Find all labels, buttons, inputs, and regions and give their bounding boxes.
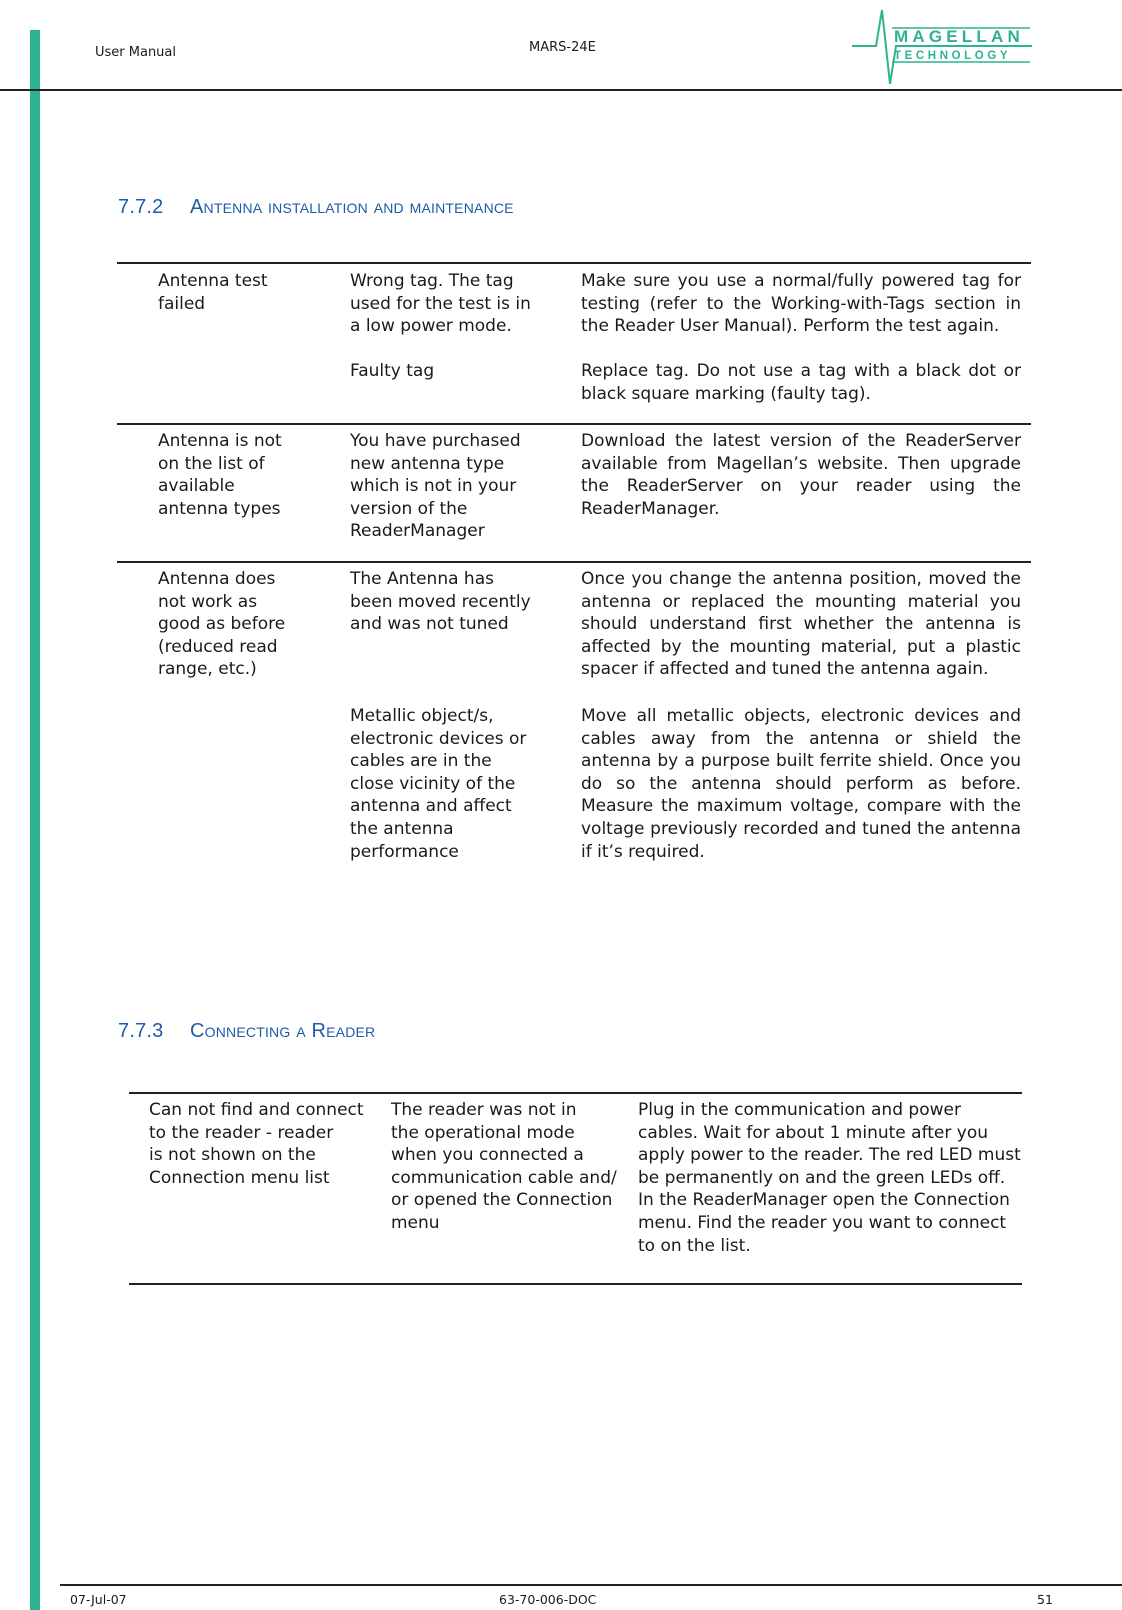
left-accent-bar	[30, 30, 40, 1610]
magellan-logo	[852, 0, 1032, 88]
section-heading-connecting	[118, 1020, 375, 1043]
table-rule	[129, 1092, 1022, 1094]
footer-page-number: 51	[1037, 1592, 1053, 1607]
section-number: 7.7.3	[118, 1020, 164, 1042]
footer-rule	[60, 1584, 1122, 1586]
cause-cell: The Antenna has been moved recently and was not tuned	[350, 569, 531, 635]
cause-cell: Wrong tag. The tag used for the test is in a low power mode.	[350, 271, 531, 337]
solution-cell: Plug in the communication and power cables. Wait for about 1 minute after you apply power to the reader. The red LED must be permanently on and the green LEDs off. In the ReaderManager open the Connection menu. Find the reader you want to connect to on the list.	[638, 1100, 1021, 1256]
section-title-text: Connecting a Reader	[190, 1020, 376, 1042]
table-rule	[117, 262, 1031, 264]
section-heading-antenna	[118, 196, 514, 219]
problem-cell: Can not find and connect to the reader - reader is not shown on the Connection menu list	[149, 1100, 364, 1188]
cause-cell: Metallic object/s, electronic devices or cables are in the close vicinity of the antenna and affect the antenna performance	[350, 706, 527, 862]
header-rule	[0, 89, 1122, 91]
section-number: 7.7.2	[118, 196, 164, 218]
logo-top-text: MAGELLAN	[894, 27, 1024, 46]
solution-cell: Move all metallic objects, electronic devices and cables away from the antenna or shield the antenna by a purpose built ferrite shield. Once you do so the antenna should perform as before. Measure the maximum voltage, compare with the voltage previously recorded and tuned the antenna if it’s required.	[581, 706, 1021, 862]
footer-date: 07-Jul-07	[70, 1592, 127, 1607]
footer-doc-number: 63-70-006-DOC	[499, 1592, 597, 1607]
table-rule	[117, 423, 1031, 425]
header-product-name: MARS-24E	[529, 40, 596, 55]
solution-cell: Once you change the antenna position, moved the antenna or replaced the mounting material you should understand first whether the antenna is affected by the mounting material, put a plastic spacer if affected and tuned the antenna again.	[581, 569, 1021, 680]
problem-cell: Antenna test failed	[158, 271, 268, 314]
cause-cell: Faulty tag	[350, 361, 435, 381]
logo-pulse-line	[852, 10, 1032, 84]
solution-cell: Replace tag. Do not use a tag with a black dot or black square marking (faulty tag).	[581, 361, 1021, 404]
table-rule	[117, 561, 1031, 563]
section-title-text: Antenna installation and maintenance	[190, 196, 514, 218]
logo-bottom-text: TECHNOLOGY	[894, 50, 1012, 62]
table-rule	[129, 1283, 1022, 1285]
problem-cell: Antenna does not work as good as before (reduced read range, etc.)	[158, 569, 286, 680]
problem-cell: Antenna is not on the list of available antenna types	[158, 431, 282, 519]
cause-cell: You have purchased new antenna type which is not in your version of the ReaderManager	[350, 431, 521, 542]
solution-cell: Download the latest version of the ReaderServer available from Magellan’s website. Then upgrade the ReaderServer on your reader using the ReaderManager.	[581, 431, 1021, 519]
header-manual-label: User Manual	[95, 45, 177, 60]
cause-cell: The reader was not in the operational mode when you connected a communication cable and/ or opened the Connection menu	[391, 1100, 617, 1233]
solution-cell: Make sure you use a normal/fully powered tag for testing (refer to the Working-with-Tags section in the Reader User Manual). Perform the test again.	[581, 271, 1021, 337]
